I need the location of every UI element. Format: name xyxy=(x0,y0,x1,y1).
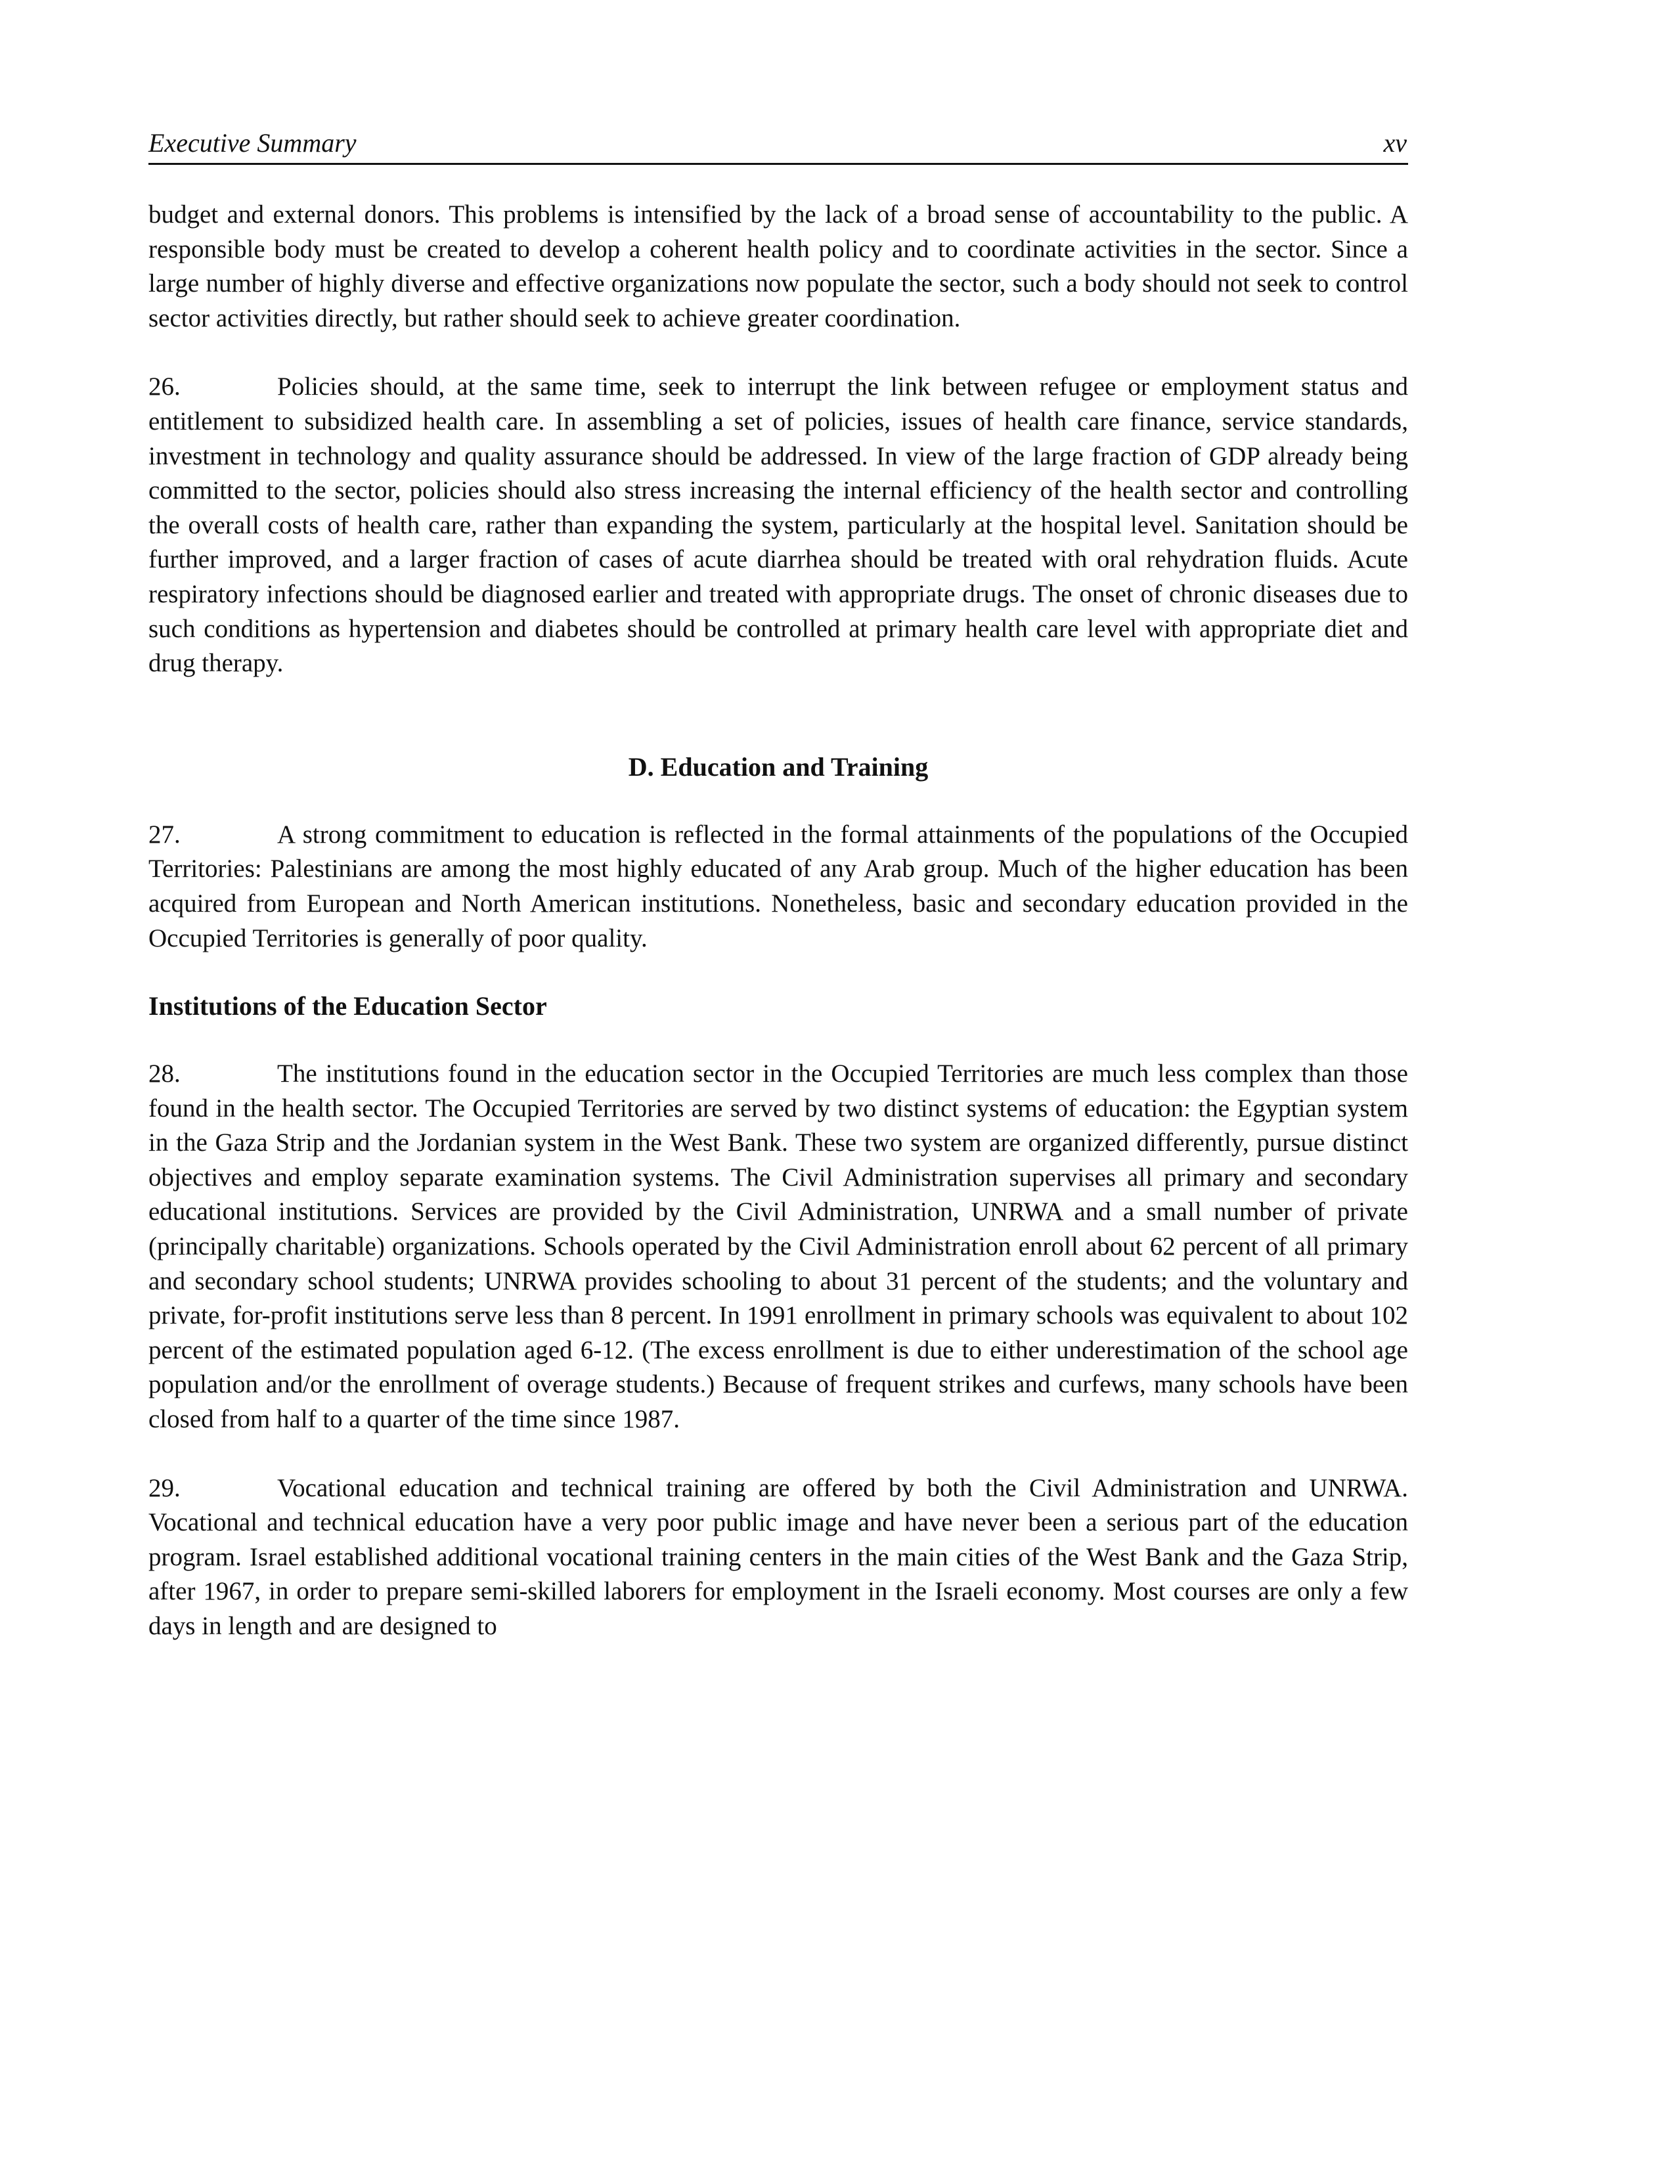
paragraph-29 xyxy=(148,1471,1408,1644)
section-heading: D. Education and Training xyxy=(628,751,929,782)
paragraph-number: 26. xyxy=(148,372,181,401)
paragraph-continued: budget and external donors. This problems is intensified by the lack of a broad sense of accountability to the public. A responsible body must be created to develop a coherent health policy and to coordinate activities in the sector. Since a large number of highly diverse and effective organizations now populate the sector, such a body should not seek to control sector activities directly, but rather should seek to achieve greater coordination. xyxy=(148,200,1408,332)
paragraph-number: 29. xyxy=(148,1473,181,1502)
paragraph-26 xyxy=(148,370,1408,680)
paragraph-text: Policies should, at the same time, seek to interrupt the link between refugee or employment status and entitlement to subsidized health care. In assembling a set of policies, issues of health care finance, service standards, investment in technology and quality assurance should be addressed. In view of the large fraction of GDP already being committed to the sector, policies should also stress increasing the internal efficiency of the health sector and controlling the overall costs of health care, rather than expanding the system, particularly at the hospital level. Sanitation should be further improved, and a larger fraction of cases of acute diarrhea should be treated with oral rehydration fluids. Acute respiratory infections should be diagnosed earlier and treated with appropriate drugs. The onset of chronic diseases due to such conditions as hypertension and diabetes should be controlled at primary health care level with appropriate diet and drug therapy. xyxy=(148,372,1408,678)
header-title: Executive Summary xyxy=(148,128,357,158)
paragraph-number: 27. xyxy=(148,820,181,849)
paragraph-text: Vocational education and technical training are offered by both the Civil Administration and UNRWA. Vocational and technical education have a very poor public image and have never been a serious part of the education program. Israel established additional vocational training centers in the main cities of the West Bank and the Gaza Strip, after 1967, in order to prepare semi-skilled laborers for employment in the Israeli economy. Most courses are only a few days in length and are designed to xyxy=(148,1473,1408,1640)
paragraph-text: A strong commitment to education is reflected in the formal attainments of the populations of the Occupied Territories: Palestinians are among the most highly educated of any Arab group. Much of the higher education has been acquired from European and North American institutions. Nonetheless, basic and secondary education provided in the Occupied Territories is generally of poor quality. xyxy=(148,820,1408,952)
paragraph-28 xyxy=(148,1057,1408,1437)
running-header xyxy=(148,123,1408,165)
paragraph-number: 28. xyxy=(148,1059,181,1088)
page-number: xv xyxy=(1383,128,1407,158)
paragraph-text: The institutions found in the education sector in the Occupied Territories are much less complex than those found in the health sector. The Occupied Territories are served by two distinct systems of education: the Egyptian system in the Gaza Strip and the Jordanian system in the West Bank. These two system are organized differently, pursue distinct objectives and employ separate examination systems. The Civil Administration supervises all primary and secondary educational institutions. Services are provided by the Civil Administration, UNRWA and a small number of private (principally charitable) organizations. Schools operated by the Civil Administration enroll about 62 percent of all primary and secondary school students; UNRWA provides schooling to about 31 percent of the students; and the voluntary and private, for-profit institutions serve less than 8 percent. In 1991 enrollment in primary schools was equivalent to about 102 percent of the estimated population aged 6-12. (The excess enrollment is due to either underestimation of the school age population and/or the enrollment of overage students.) Because of frequent strikes and curfews, many schools have been closed from half to a quarter of the time since 1987. xyxy=(148,1059,1408,1434)
document-page xyxy=(148,123,1408,1644)
subsection-heading: Institutions of the Education Sector xyxy=(148,991,547,1021)
paragraph-27 xyxy=(148,818,1408,956)
